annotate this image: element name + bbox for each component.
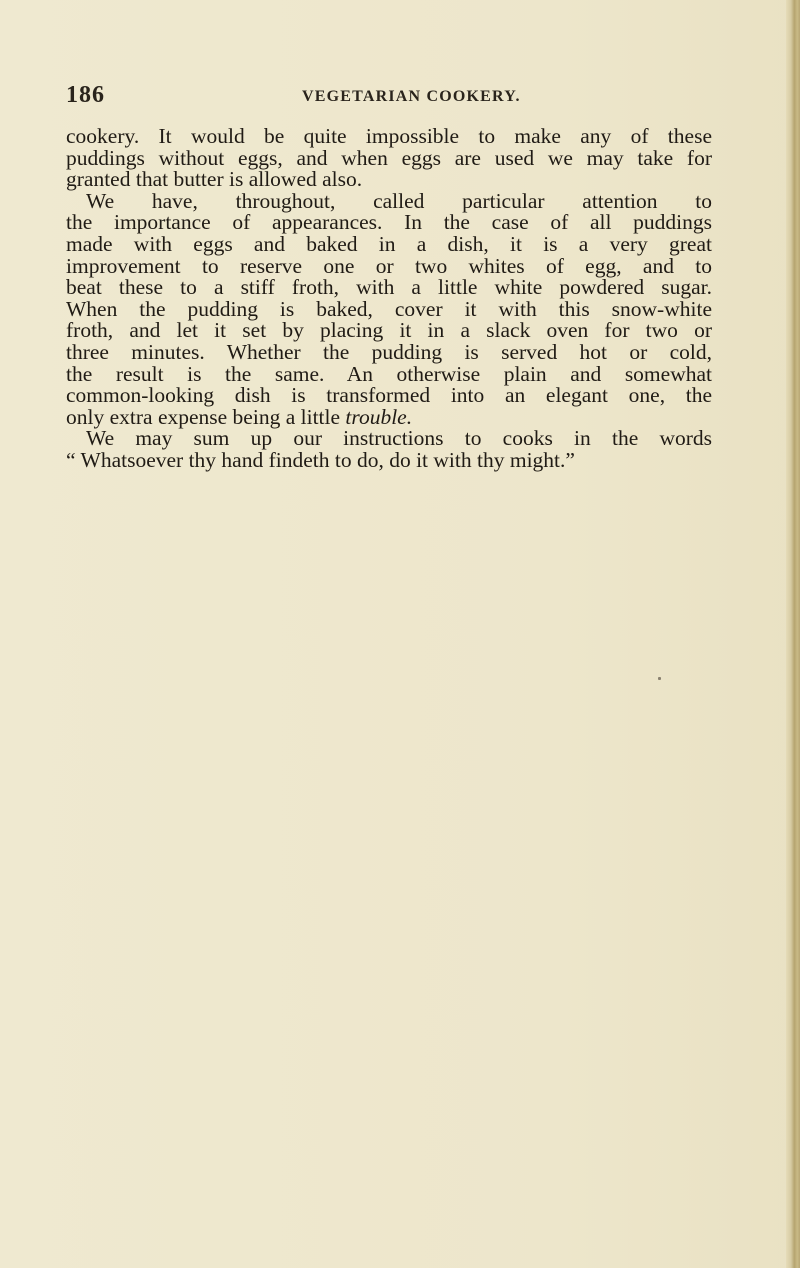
text-line: improvement to reserve one or two whites of egg, and to — [66, 253, 712, 278]
text-line: beat these to a stiff froth, with a little white powdered sugar. — [66, 275, 712, 300]
page-number: 186 — [66, 82, 105, 108]
text-line: We may sum up our instructions to cooks in the words — [86, 426, 712, 451]
text-line: We have, throughout, called particular attention to — [86, 188, 712, 213]
text-line: cookery. It would be quite impossible to make any of these — [66, 124, 712, 148]
text-line — [66, 404, 712, 429]
text-line: granted that butter is allowed also. — [66, 167, 363, 192]
text-line: three minutes. Whether the pudding is served hot or cold, — [66, 339, 712, 364]
text-line: “ Whatsoever thy hand findeth to do, do it with thy might.” — [66, 447, 575, 472]
page-edge — [786, 0, 800, 1268]
page-header — [66, 82, 726, 112]
text-line: When the pudding is baked, cover it with this snow-white — [66, 296, 712, 321]
text-line: made with eggs and baked in a dish, it is a very great — [66, 231, 712, 256]
body-text — [66, 126, 712, 472]
text-line: the importance of appearances. In the case of all puddings — [66, 210, 712, 235]
paper-speck — [658, 677, 661, 680]
text-line: froth, and let it set by placing it in a slack oven for two or — [66, 318, 712, 343]
text-line: puddings without eggs, and when eggs are used we may take for — [66, 145, 712, 170]
italic-word: trouble. — [345, 404, 413, 429]
text-line: the result is the same. An otherwise plain and somewhat — [66, 361, 712, 386]
text-segment: only extra expense being a little — [66, 404, 346, 429]
running-head: VEGETARIAN COOKERY. — [302, 88, 521, 105]
text-line: common-looking dish is transformed into an elegant one, the — [66, 383, 712, 408]
